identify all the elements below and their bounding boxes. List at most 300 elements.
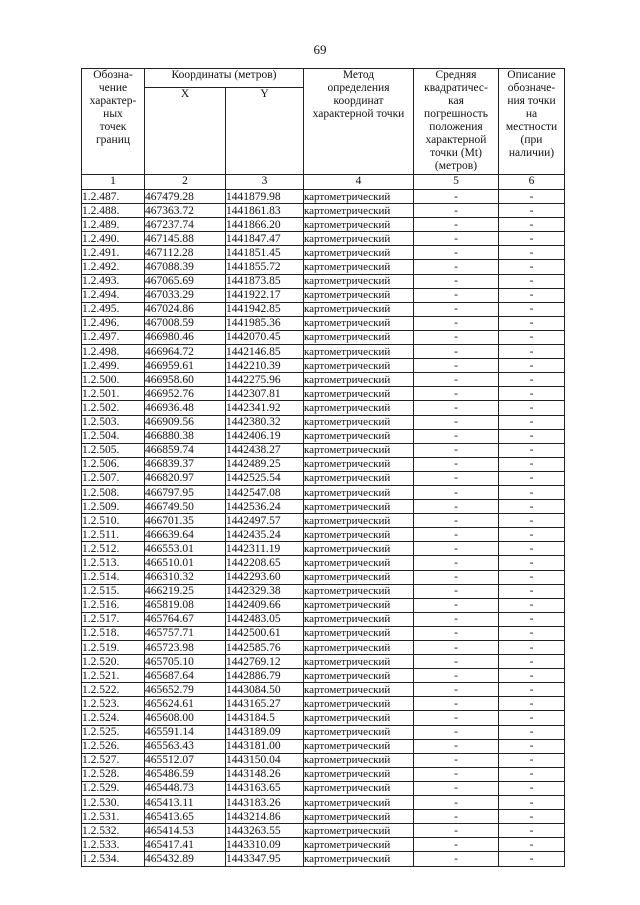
error-cell: -	[414, 669, 499, 683]
description-cell: -	[499, 767, 565, 781]
method-cell: картометрический	[304, 542, 414, 556]
point-id-cell: 1.2.501.	[82, 387, 145, 401]
description-cell: -	[499, 514, 565, 528]
y-coordinate-cell: 1442409.66	[226, 598, 304, 612]
point-id-cell: 1.2.492.	[82, 260, 145, 274]
y-coordinate-cell: 1441855.72	[226, 260, 304, 274]
point-id-cell: 1.2.529.	[82, 781, 145, 795]
error-cell: -	[414, 838, 499, 852]
description-cell: -	[499, 485, 565, 499]
description-cell: -	[499, 570, 565, 584]
error-cell: -	[414, 810, 499, 824]
description-cell: -	[499, 810, 565, 824]
coordinates-table	[81, 68, 565, 867]
table-row	[82, 655, 565, 669]
error-cell: -	[414, 570, 499, 584]
y-coordinate-cell: 1443181.00	[226, 739, 304, 753]
error-cell: -	[414, 246, 499, 260]
table-row	[82, 260, 565, 274]
description-cell: -	[499, 725, 565, 739]
x-coordinate-cell: 467363.72	[145, 204, 226, 218]
method-cell: картометрический	[304, 852, 414, 866]
error-cell: -	[414, 711, 499, 725]
description-cell: -	[499, 598, 565, 612]
error-cell: -	[414, 457, 499, 471]
error-cell: -	[414, 556, 499, 570]
method-cell: картометрический	[304, 626, 414, 640]
method-cell: картометрический	[304, 218, 414, 232]
table-row	[82, 316, 565, 330]
error-cell: -	[414, 584, 499, 598]
x-coordinate-cell: 465448.73	[145, 781, 226, 795]
x-coordinate-cell: 466553.01	[145, 542, 226, 556]
x-coordinate-cell: 467024.86	[145, 302, 226, 316]
x-coordinate-cell: 465687.64	[145, 669, 226, 683]
table-row	[82, 697, 565, 711]
table-row	[82, 429, 565, 443]
description-cell: -	[499, 739, 565, 753]
point-id-cell: 1.2.521.	[82, 669, 145, 683]
method-cell: картометрический	[304, 612, 414, 626]
error-cell: -	[414, 204, 499, 218]
y-coordinate-cell: 1441866.20	[226, 218, 304, 232]
table-row	[82, 443, 565, 457]
header-x: X	[145, 88, 226, 175]
table-row	[82, 570, 565, 584]
point-id-cell: 1.2.489.	[82, 218, 145, 232]
x-coordinate-cell: 466701.35	[145, 514, 226, 528]
description-cell: -	[499, 302, 565, 316]
column-number: 1	[82, 175, 145, 190]
method-cell: картометрический	[304, 781, 414, 795]
x-coordinate-cell: 466749.50	[145, 500, 226, 514]
table-row	[82, 514, 565, 528]
header-description	[499, 69, 565, 175]
description-cell: -	[499, 528, 565, 542]
error-cell: -	[414, 598, 499, 612]
method-cell: картометрический	[304, 387, 414, 401]
point-id-cell: 1.2.512.	[82, 542, 145, 556]
description-cell: -	[499, 471, 565, 485]
method-cell: картометрический	[304, 373, 414, 387]
point-id-cell: 1.2.534.	[82, 852, 145, 866]
description-cell: -	[499, 218, 565, 232]
y-coordinate-cell: 1442293.60	[226, 570, 304, 584]
y-coordinate-cell: 1441847.47	[226, 232, 304, 246]
method-cell: картометрический	[304, 359, 414, 373]
point-id-cell: 1.2.502.	[82, 401, 145, 415]
point-id-cell: 1.2.487.	[82, 190, 145, 204]
point-id-cell: 1.2.517.	[82, 612, 145, 626]
error-cell: -	[414, 373, 499, 387]
x-coordinate-cell: 465486.59	[145, 767, 226, 781]
y-coordinate-cell: 1441851.45	[226, 246, 304, 260]
x-coordinate-cell: 466909.56	[145, 415, 226, 429]
description-cell: -	[499, 316, 565, 330]
x-coordinate-cell: 465591.14	[145, 725, 226, 739]
y-coordinate-cell: 1443310.09	[226, 838, 304, 852]
description-cell: -	[499, 683, 565, 697]
point-id-cell: 1.2.516.	[82, 598, 145, 612]
table-row	[82, 711, 565, 725]
point-id-cell: 1.2.523.	[82, 697, 145, 711]
table-row	[82, 457, 565, 471]
method-cell: картометрический	[304, 697, 414, 711]
method-cell: картометрический	[304, 711, 414, 725]
x-coordinate-cell: 465705.10	[145, 655, 226, 669]
description-cell: -	[499, 753, 565, 767]
error-cell: -	[414, 796, 499, 810]
point-id-cell: 1.2.504.	[82, 429, 145, 443]
description-cell: -	[499, 641, 565, 655]
y-coordinate-cell: 1442307.81	[226, 387, 304, 401]
y-coordinate-cell: 1443148.26	[226, 767, 304, 781]
method-cell: картометрический	[304, 443, 414, 457]
y-coordinate-cell: 1443183.26	[226, 796, 304, 810]
error-cell: -	[414, 429, 499, 443]
table-row	[82, 852, 565, 866]
description-cell: -	[499, 330, 565, 344]
point-id-cell: 1.2.532.	[82, 824, 145, 838]
description-cell: -	[499, 584, 565, 598]
x-coordinate-cell: 467112.28	[145, 246, 226, 260]
point-id-cell: 1.2.526.	[82, 739, 145, 753]
table-row	[82, 767, 565, 781]
error-cell: -	[414, 387, 499, 401]
error-cell: -	[414, 218, 499, 232]
description-cell: -	[499, 612, 565, 626]
point-id-cell: 1.2.518.	[82, 626, 145, 640]
point-id-cell: 1.2.515.	[82, 584, 145, 598]
x-coordinate-cell: 467008.59	[145, 316, 226, 330]
method-cell: картометрический	[304, 528, 414, 542]
error-cell: -	[414, 260, 499, 274]
x-coordinate-cell: 465819.08	[145, 598, 226, 612]
point-id-cell: 1.2.511.	[82, 528, 145, 542]
y-coordinate-cell: 1441873.85	[226, 274, 304, 288]
description-cell: -	[499, 429, 565, 443]
table-row	[82, 246, 565, 260]
table-body	[82, 190, 565, 867]
method-cell: картометрический	[304, 457, 414, 471]
column-number: 4	[304, 175, 414, 190]
error-cell: -	[414, 641, 499, 655]
x-coordinate-cell: 467065.69	[145, 274, 226, 288]
table-row	[82, 204, 565, 218]
method-cell: картометрический	[304, 288, 414, 302]
y-coordinate-cell: 1442435.24	[226, 528, 304, 542]
y-coordinate-cell: 1442070.45	[226, 330, 304, 344]
table-row	[82, 345, 565, 359]
table-row	[82, 584, 565, 598]
method-cell: картометрический	[304, 274, 414, 288]
description-cell: -	[499, 556, 565, 570]
x-coordinate-cell: 466219.25	[145, 584, 226, 598]
point-id-cell: 1.2.510.	[82, 514, 145, 528]
error-cell: -	[414, 767, 499, 781]
error-cell: -	[414, 316, 499, 330]
header-coordinates: Координаты (метров)	[145, 69, 304, 88]
y-coordinate-cell: 1442438.27	[226, 443, 304, 457]
error-cell: -	[414, 401, 499, 415]
column-number: 6	[499, 175, 565, 190]
column-number-row	[82, 175, 565, 190]
method-cell: картометрический	[304, 556, 414, 570]
method-cell: картометрический	[304, 260, 414, 274]
y-coordinate-cell: 1442275.96	[226, 373, 304, 387]
table-row	[82, 485, 565, 499]
method-cell: картометрический	[304, 584, 414, 598]
x-coordinate-cell: 465512.07	[145, 753, 226, 767]
method-cell: картометрический	[304, 415, 414, 429]
header-point-designation-text: Обозна- чение характер- ных точек границ	[89, 69, 137, 146]
point-id-cell: 1.2.531.	[82, 810, 145, 824]
table-row	[82, 753, 565, 767]
table-row	[82, 598, 565, 612]
point-id-cell: 1.2.533.	[82, 838, 145, 852]
x-coordinate-cell: 467145.88	[145, 232, 226, 246]
page-number: 69	[313, 42, 327, 57]
table-row	[82, 288, 565, 302]
x-coordinate-cell: 466820.97	[145, 471, 226, 485]
point-id-cell: 1.2.530.	[82, 796, 145, 810]
x-coordinate-cell: 466936.48	[145, 401, 226, 415]
point-id-cell: 1.2.524.	[82, 711, 145, 725]
method-cell: картометрический	[304, 767, 414, 781]
y-coordinate-cell: 1442311.19	[226, 542, 304, 556]
method-cell: картометрический	[304, 796, 414, 810]
table-row	[82, 401, 565, 415]
error-cell: -	[414, 528, 499, 542]
method-cell: картометрический	[304, 302, 414, 316]
method-cell: картометрический	[304, 838, 414, 852]
description-cell: -	[499, 401, 565, 415]
point-id-cell: 1.2.520.	[82, 655, 145, 669]
error-cell: -	[414, 612, 499, 626]
error-cell: -	[414, 232, 499, 246]
y-coordinate-cell: 1441985.36	[226, 316, 304, 330]
point-id-cell: 1.2.493.	[82, 274, 145, 288]
x-coordinate-cell: 465723.98	[145, 641, 226, 655]
method-cell: картометрический	[304, 570, 414, 584]
description-cell: -	[499, 274, 565, 288]
method-cell: картометрический	[304, 190, 414, 204]
point-id-cell: 1.2.503.	[82, 415, 145, 429]
method-cell: картометрический	[304, 810, 414, 824]
point-id-cell: 1.2.497.	[82, 330, 145, 344]
header-method	[304, 69, 414, 175]
description-cell: -	[499, 260, 565, 274]
point-id-cell: 1.2.522.	[82, 683, 145, 697]
error-cell: -	[414, 514, 499, 528]
y-coordinate-cell: 1443165.27	[226, 697, 304, 711]
method-cell: картометрический	[304, 204, 414, 218]
x-coordinate-cell: 465413.65	[145, 810, 226, 824]
error-cell: -	[414, 626, 499, 640]
error-cell: -	[414, 359, 499, 373]
x-coordinate-cell: 465757.71	[145, 626, 226, 640]
description-cell: -	[499, 190, 565, 204]
table-row	[82, 218, 565, 232]
x-coordinate-cell: 467088.39	[145, 260, 226, 274]
description-cell: -	[499, 288, 565, 302]
x-coordinate-cell: 465764.67	[145, 612, 226, 626]
y-coordinate-cell: 1442380.32	[226, 415, 304, 429]
method-cell: картометрический	[304, 316, 414, 330]
error-cell: -	[414, 500, 499, 514]
description-cell: -	[499, 542, 565, 556]
description-cell: -	[499, 711, 565, 725]
x-coordinate-cell: 466959.61	[145, 359, 226, 373]
method-cell: картометрический	[304, 246, 414, 260]
y-coordinate-cell: 1442769.12	[226, 655, 304, 669]
point-id-cell: 1.2.507.	[82, 471, 145, 485]
point-id-cell: 1.2.490.	[82, 232, 145, 246]
table-row	[82, 796, 565, 810]
table-row	[82, 471, 565, 485]
point-id-cell: 1.2.508.	[82, 485, 145, 499]
x-coordinate-cell: 466880.38	[145, 429, 226, 443]
description-cell: -	[499, 443, 565, 457]
error-cell: -	[414, 852, 499, 866]
point-id-cell: 1.2.505.	[82, 443, 145, 457]
y-coordinate-cell: 1442483.05	[226, 612, 304, 626]
header-y: Y	[226, 88, 304, 175]
table-row	[82, 810, 565, 824]
method-cell: картометрический	[304, 655, 414, 669]
header-error	[414, 69, 499, 175]
x-coordinate-cell: 466797.95	[145, 485, 226, 499]
table-row	[82, 838, 565, 852]
method-cell: картометрический	[304, 598, 414, 612]
table-header	[82, 69, 565, 190]
x-coordinate-cell: 465432.89	[145, 852, 226, 866]
table-row	[82, 739, 565, 753]
header-point-designation	[82, 69, 145, 175]
point-id-cell: 1.2.513.	[82, 556, 145, 570]
description-cell: -	[499, 852, 565, 866]
point-id-cell: 1.2.488.	[82, 204, 145, 218]
method-cell: картометрический	[304, 753, 414, 767]
y-coordinate-cell: 1442210.39	[226, 359, 304, 373]
y-coordinate-cell: 1443263.55	[226, 824, 304, 838]
y-coordinate-cell: 1443084.50	[226, 683, 304, 697]
point-id-cell: 1.2.495.	[82, 302, 145, 316]
column-number: 5	[414, 175, 499, 190]
x-coordinate-cell: 465417.41	[145, 838, 226, 852]
table-row	[82, 232, 565, 246]
error-cell: -	[414, 739, 499, 753]
method-cell: картометрический	[304, 824, 414, 838]
method-cell: картометрический	[304, 232, 414, 246]
x-coordinate-cell: 467237.74	[145, 218, 226, 232]
x-coordinate-cell: 466964.72	[145, 345, 226, 359]
table-row	[82, 542, 565, 556]
table-row	[82, 641, 565, 655]
x-coordinate-cell: 466859.74	[145, 443, 226, 457]
description-cell: -	[499, 669, 565, 683]
description-cell: -	[499, 781, 565, 795]
y-coordinate-cell: 1442585.76	[226, 641, 304, 655]
method-cell: картометрический	[304, 739, 414, 753]
point-id-cell: 1.2.509.	[82, 500, 145, 514]
y-coordinate-cell: 1442500.61	[226, 626, 304, 640]
description-cell: -	[499, 824, 565, 838]
error-cell: -	[414, 697, 499, 711]
point-id-cell: 1.2.500.	[82, 373, 145, 387]
point-id-cell: 1.2.494.	[82, 288, 145, 302]
point-id-cell: 1.2.527.	[82, 753, 145, 767]
x-coordinate-cell: 466839.37	[145, 457, 226, 471]
method-cell: картометрический	[304, 500, 414, 514]
x-coordinate-cell: 465624.61	[145, 697, 226, 711]
description-cell: -	[499, 655, 565, 669]
y-coordinate-cell: 1442536.24	[226, 500, 304, 514]
description-cell: -	[499, 697, 565, 711]
y-coordinate-cell: 1442886.79	[226, 669, 304, 683]
error-cell: -	[414, 288, 499, 302]
table-row	[82, 302, 565, 316]
table-row	[82, 626, 565, 640]
y-coordinate-cell: 1443163.65	[226, 781, 304, 795]
x-coordinate-cell: 466639.64	[145, 528, 226, 542]
point-id-cell: 1.2.499.	[82, 359, 145, 373]
x-coordinate-cell: 467033.29	[145, 288, 226, 302]
x-coordinate-cell: 466952.76	[145, 387, 226, 401]
description-cell: -	[499, 204, 565, 218]
y-coordinate-cell: 1443214.86	[226, 810, 304, 824]
error-cell: -	[414, 781, 499, 795]
error-cell: -	[414, 753, 499, 767]
x-coordinate-cell: 465413.11	[145, 796, 226, 810]
y-coordinate-cell: 1442406.19	[226, 429, 304, 443]
description-cell: -	[499, 387, 565, 401]
header-method-text: Метод определения координат характерной точки	[312, 69, 405, 120]
point-id-cell: 1.2.525.	[82, 725, 145, 739]
description-cell: -	[499, 232, 565, 246]
method-cell: картометрический	[304, 330, 414, 344]
x-coordinate-cell: 465563.43	[145, 739, 226, 753]
table-row	[82, 359, 565, 373]
point-id-cell: 1.2.528.	[82, 767, 145, 781]
column-number: 3	[226, 175, 304, 190]
table-row	[82, 669, 565, 683]
point-id-cell: 1.2.506.	[82, 457, 145, 471]
y-coordinate-cell: 1441942.85	[226, 302, 304, 316]
error-cell: -	[414, 443, 499, 457]
description-cell: -	[499, 500, 565, 514]
table-row	[82, 387, 565, 401]
column-number: 2	[145, 175, 226, 190]
y-coordinate-cell: 1442489.25	[226, 457, 304, 471]
y-coordinate-cell: 1442341.92	[226, 401, 304, 415]
y-coordinate-cell: 1442146.85	[226, 345, 304, 359]
table-row	[82, 330, 565, 344]
error-cell: -	[414, 415, 499, 429]
error-cell: -	[414, 824, 499, 838]
method-cell: картометрический	[304, 669, 414, 683]
y-coordinate-cell: 1443347.95	[226, 852, 304, 866]
y-coordinate-cell: 1442329.38	[226, 584, 304, 598]
method-cell: картометрический	[304, 429, 414, 443]
description-cell: -	[499, 796, 565, 810]
error-cell: -	[414, 274, 499, 288]
table-row	[82, 683, 565, 697]
description-cell: -	[499, 359, 565, 373]
description-cell: -	[499, 838, 565, 852]
point-id-cell: 1.2.491.	[82, 246, 145, 260]
table-row	[82, 556, 565, 570]
